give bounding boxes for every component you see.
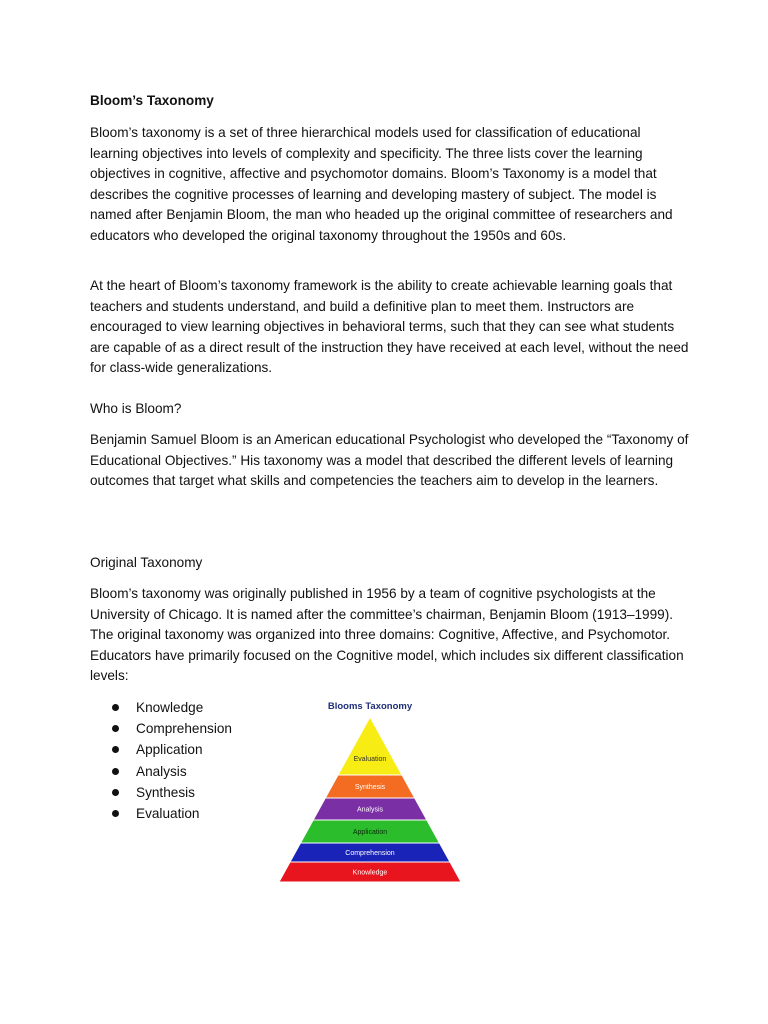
bullet-icon (112, 789, 119, 796)
original-paragraph-text: Bloom’s taxonomy was originally published in 1956 by a team of cognitive psychologists at the University of Chicago. It is named after the committee’s chairman, Benjamin Bloom (1913–1999). The original taxonomy was organized into three domains: Cognitive, Affective, and Psychomotor. Educators have primarily focused on the Cognitive model, which includes six different classification levels: (90, 586, 684, 684)
pyramid-label-application: Application (352, 829, 388, 836)
list-item-text: Evaluation (136, 805, 200, 821)
pyramid-label-analysis: Analysis (356, 806, 384, 814)
bullet-icon (112, 768, 119, 775)
list-item (112, 718, 232, 739)
pyramid-label-synthesis: Synthesis (354, 784, 386, 791)
bullet-icon (112, 810, 119, 817)
pyramid-title: Blooms Taxonomy (327, 701, 413, 712)
pyramid-svg (275, 695, 465, 885)
list-item-text: Analysis (136, 763, 187, 779)
intro-paragraph-1 (90, 123, 690, 247)
original-heading: Original Taxonomy (90, 555, 203, 570)
pyramid-label-evaluation: Evaluation (353, 756, 387, 763)
bullet-icon (112, 704, 119, 711)
list-item (112, 761, 232, 782)
who-paragraph-text: Benjamin Samuel Bloom is an American educational Psychologist who developed the “Taxonomy of Educational Objectives.” His taxonomy was a model that described the different levels of learning outcomes that target what skills and competencies the teachers aim to develop in the learners. (90, 432, 689, 489)
pyramid-label-knowledge: Knowledge (352, 869, 388, 877)
pyramid-label-comprehension: Comprehension (345, 850, 395, 857)
intro-paragraph-2-text: At the heart of Bloom’s taxonomy framework is the ability to create achievable learning goals that teachers and students understand, and build a definitive plan to meet them. Instructors are encouraged to view learning objectives in behavioral terms, such that they can see what students are capable of as a direct result of the instruction they have received at each level, without the need for class-wide generalizations. (90, 278, 689, 376)
list-item-text: Comprehension (136, 721, 232, 737)
list-item (112, 782, 232, 803)
list-item (112, 739, 232, 760)
list-item (112, 803, 232, 824)
bullet-icon (112, 746, 119, 753)
blooms-pyramid-figure (275, 695, 465, 885)
original-paragraph (90, 584, 690, 687)
list-item (112, 697, 232, 718)
list-item-text: Synthesis (136, 784, 195, 800)
pyramid-band-evaluation (338, 717, 402, 775)
bullet-icon (112, 725, 119, 732)
list-item-text: Knowledge (136, 700, 204, 715)
list-item-text: Application (136, 742, 203, 758)
who-paragraph (90, 430, 690, 492)
intro-paragraph-2 (90, 276, 690, 379)
who-heading: Who is Bloom? (90, 401, 182, 416)
intro-paragraph-1-text: Bloom’s taxonomy is a set of three hierarchical models used for classification of educational learning objectives into levels of complexity and specificity. The three lists cover the learning objectives in cognitive, affective and psychomotor domains. Bloom’s Taxonomy is a model that describes the cognitive processes of learning and developing mastery of subject. The model is named after Benjamin Bloom, the man who headed up the original committee of researchers and educators who developed the original taxonomy throughout the 1950s and 60s. (90, 125, 673, 243)
levels-list (112, 697, 232, 824)
document-title: Bloom’s Taxonomy (90, 93, 214, 108)
